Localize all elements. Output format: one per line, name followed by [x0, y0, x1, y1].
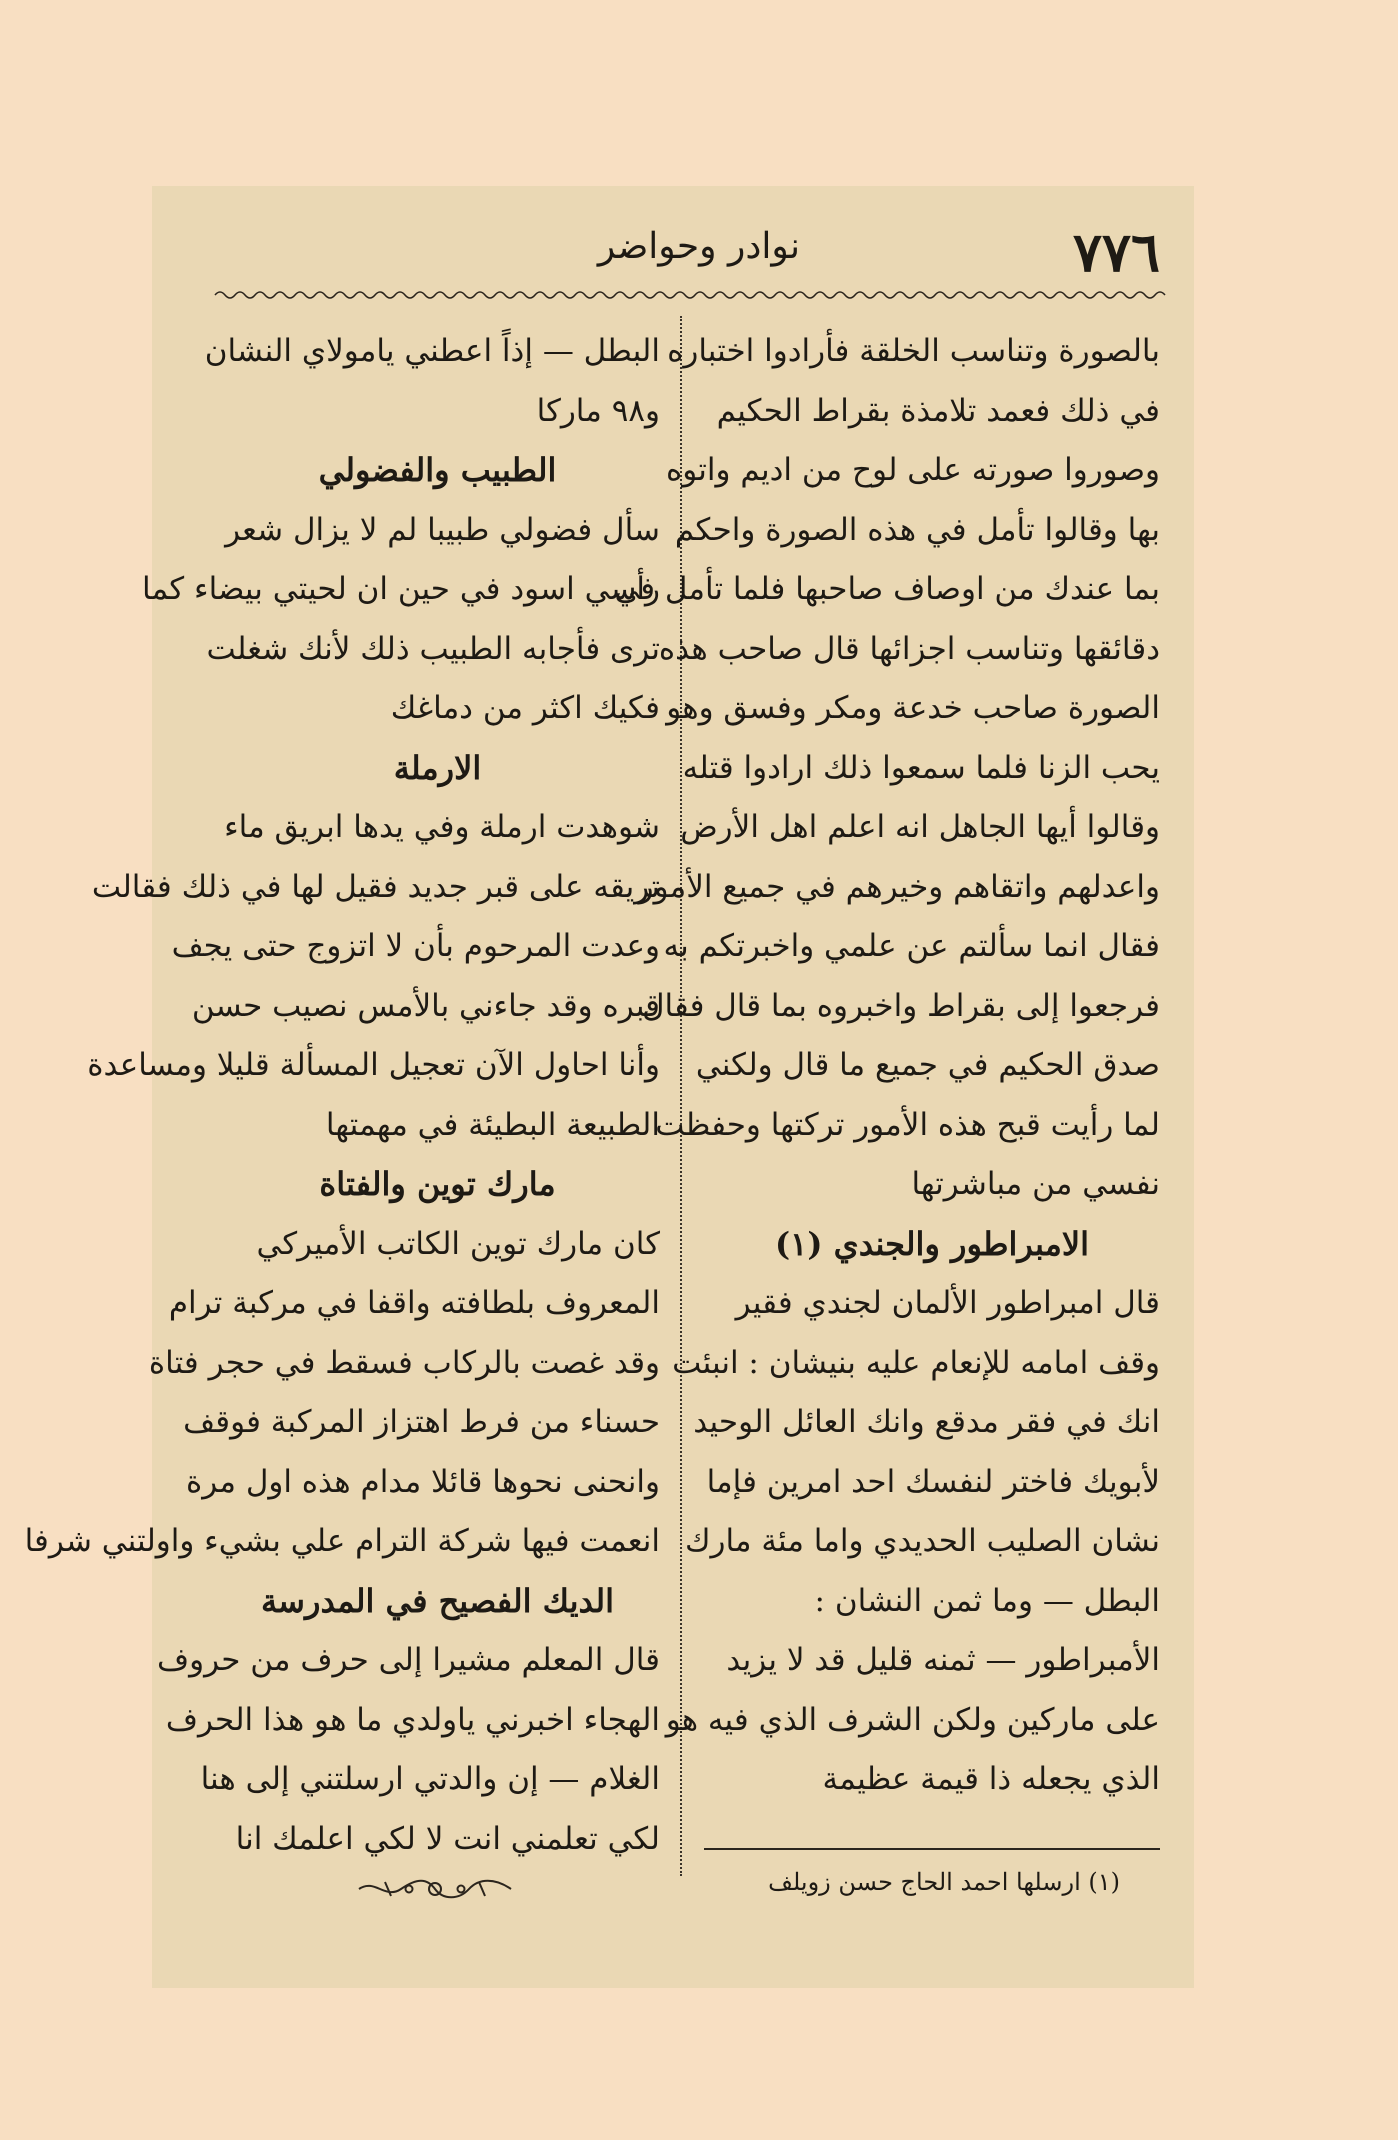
left-column [24, 322, 660, 1869]
text-line: البطل — وما ثمن النشان : [814, 1582, 1160, 1619]
text-line: وقالوا أيها الجاهل انه اعلم اهل الأرض [680, 809, 1160, 845]
text-line: رأسي اسود في حين ان لحيتي بيضاء كما [142, 571, 660, 607]
text-line: و٩٨ ماركا [536, 392, 660, 429]
text-line: الذي يجعله ذا قيمة عظيمة [822, 1761, 1160, 1797]
text-line: صدق الحكيم في جميع ما قال ولكني [695, 1047, 1160, 1083]
text-line: بها وقالوا تأمل في هذه الصورة واحكم [674, 511, 1160, 548]
text-line: وعدت المرحوم بأن لا اتزوج حتى يجف [171, 928, 660, 964]
right-column [614, 322, 1160, 1810]
footnote-rule [704, 1848, 1160, 1850]
text-line: لما رأيت قبح هذه الأمور تركتها وحفظت [655, 1106, 1160, 1143]
section-heading: الامبراطور والجندي (١) [775, 1224, 1089, 1263]
text-line: وأنا احاول الآن تعجيل المسألة قليلا ومساعدة [87, 1047, 660, 1083]
end-ornament [355, 1874, 515, 1904]
text-line: تريقه على قبر جديد فقيل لها في ذلك فقالت [91, 868, 660, 905]
text-line: وقف امامه للإنعام عليه بنيشان : انبئت [672, 1344, 1160, 1381]
text-line: قبره وقد جاءني بالأمس نصيب حسن [191, 987, 660, 1024]
text-line: واعدلهم واتقاهم وخيرهم في جميع الأمور [638, 868, 1160, 905]
text-line: فرجعوا إلى بقراط واخبروه بما قال فقال [641, 987, 1160, 1024]
text-line: ترى فأجابه الطبيب ذلك لأنك شغلت [206, 630, 660, 667]
book-page [24, 212, 1160, 1912]
text-line: بالصورة وتناسب الخلقة فأرادوا اختباره [667, 333, 1160, 369]
text-line: نشان الصليب الحديدي واما مئة مارك [684, 1523, 1160, 1559]
text-line: يحب الزنا فلما سمعوا ذلك ارادوا قتله [682, 749, 1160, 786]
text-line: وقد غصت بالركاب فسقط في حجر فتاة [148, 1344, 660, 1381]
text-line: لكي تعلمني انت لا لكي اعلمك انا [235, 1820, 660, 1857]
text-line: كان مارك توين الكاتب الأميركي [256, 1225, 660, 1262]
section-heading: الديك الفصيح في المدرسة [261, 1581, 614, 1620]
text-line: فقال انما سألتم عن علمي واخبرتكم به [663, 928, 1160, 964]
text-line: شوهدت ارملة وفي يدها ابريق ماء [224, 809, 660, 845]
text-line: حسناء من فرط اهتزاز المركبة فوقف [183, 1404, 660, 1440]
text-line: نفسي من مباشرتها [911, 1166, 1160, 1202]
wavy-rule-ornament [215, 288, 1160, 302]
page-header [215, 212, 1160, 292]
running-title: نوادر وحواضر [597, 226, 800, 267]
text-line: الغلام — إن والدتي ارسلتني إلى هنا [200, 1761, 660, 1797]
text-line: الصورة صاحب خدعة ومكر وفسق وهو [666, 690, 1160, 726]
text-line: الطبيعة البطيئة في مهمتها [325, 1106, 660, 1143]
text-line: قال المعلم مشيرا إلى حرف من حروف [157, 1642, 660, 1678]
text-line: سأل فضولي طبيبا لم لا يزال شعر [225, 511, 660, 548]
text-line: الهجاء اخبرني ياولدي ما هو هذا الحرف [165, 1701, 660, 1738]
text-line: قال امبراطور الألمان لجندي فقير [735, 1285, 1160, 1321]
text-line: فكيك اكثر من دماغك [390, 690, 660, 726]
text-line: لأبويك فاختر لنفسك احد امرين فإما [706, 1463, 1160, 1500]
text-line: دقائقها وتناسب اجزائها قال صاحب هذه [658, 630, 1160, 667]
text-line: وانحنى نحوها قائلا مدام هذه اول مرة [186, 1463, 660, 1500]
section-heading: الطبيب والفضولي [318, 451, 557, 489]
text-line: وصوروا صورته على لوح من اديم واتوه [666, 452, 1160, 488]
page-number: ٧٧٦ [1072, 220, 1160, 284]
text-line: على ماركين ولكن الشرف الذي فيه هو [665, 1701, 1160, 1738]
text-line: البطل — إذاً اعطني يامولاي النشان [204, 333, 660, 369]
text-line: بما عندك من اوصاف صاحبها فلما تأمل في [614, 571, 1160, 607]
text-line: انك في فقر مدقع وانك العائل الوحيد [693, 1404, 1160, 1440]
text-line: في ذلك فعمد تلامذة بقراط الحكيم [716, 392, 1160, 429]
section-heading: مارك توين والفتاة [319, 1165, 556, 1203]
text-line: انعمت فيها شركة الترام علي بشيء واولتني شرفا [24, 1523, 660, 1559]
section-heading: الارملة [393, 748, 482, 787]
footnote: (١) ارسلها احمد الحاج حسن زويلف [768, 1868, 1120, 1896]
text-line: المعروف بلطافته واقفا في مركبة ترام [168, 1285, 660, 1321]
text-line: الأمبراطور — ثمنه قليل قد لا يزيد [726, 1642, 1160, 1678]
